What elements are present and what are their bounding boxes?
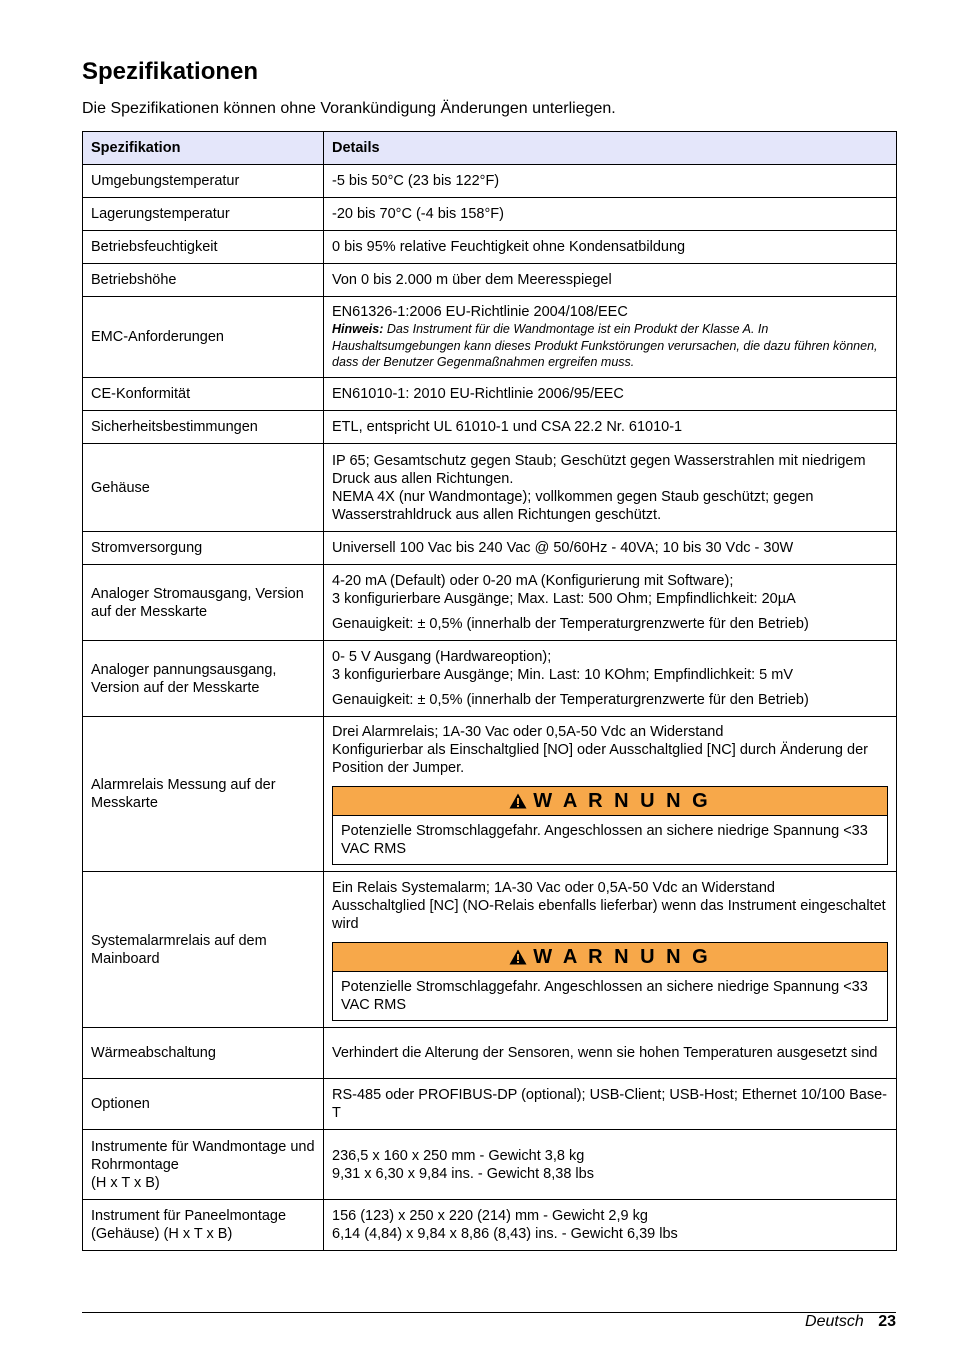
warning-triangle-icon xyxy=(509,793,527,809)
warning-text: Potenzielle Stromschlaggefahr. Angeschlossen an sichere niedrige Spannung <33 VAC RMS xyxy=(341,978,868,1013)
header-details: Details xyxy=(324,132,897,165)
details-line: Drei Alarmrelais; 1A-30 Vac oder 0,5A-50 Vdc an Widerstand xyxy=(332,724,724,740)
table-row xyxy=(83,717,897,872)
details-cell: 0 bis 95% relative Feuchtigkeit ohne Kondensatbildung xyxy=(324,231,897,264)
details-line: 6,14 (4,84) x 9,84 x 8,86 (8,43) ins. - Gewicht 6,39 lbs xyxy=(332,1226,678,1242)
table-row xyxy=(83,565,897,641)
warning-box xyxy=(332,786,888,865)
table-row xyxy=(83,1079,897,1130)
page-number: 23 xyxy=(878,1313,896,1330)
footer-divider xyxy=(82,1312,896,1313)
accuracy-line: Genauigkeit: ± 0,5% (innerhalb der Temperaturgrenzwerte für den Betrieb) xyxy=(332,692,809,708)
warning-title: W A R N U N G xyxy=(533,790,711,812)
details-cell: ETL, entspricht UL 61010-1 und CSA 22.2 Nr. 61010-1 xyxy=(324,411,897,444)
warning-box xyxy=(332,942,888,1021)
spec-cell: Umgebungstemperatur xyxy=(83,165,324,198)
warning-triangle-icon xyxy=(509,949,527,965)
table-row xyxy=(83,1028,897,1079)
warning-header xyxy=(333,943,887,972)
details-cell: -5 bis 50°C (23 bis 122°F) xyxy=(324,165,897,198)
details-cell xyxy=(324,297,897,378)
warning-text: Potenzielle Stromschlaggefahr. Angeschlossen an sichere niedrige Spannung <33 VAC RMS xyxy=(341,823,868,857)
table-row xyxy=(83,165,897,198)
details-line: 3 konfigurierbare Ausgänge; Max. Last: 500 Ohm; Empfindlichkeit: 20µA xyxy=(332,591,796,607)
details-cell xyxy=(324,717,897,872)
details-line: NEMA 4X (nur Wandmontage); vollkommen gegen Staub geschützt; gegen Wasserstrahldruck aus allen Richtungen geschützt. xyxy=(332,488,814,523)
details-cell: EN61010-1: 2010 EU-Richtlinie 2006/95/EEC xyxy=(324,378,897,411)
warning-header xyxy=(333,787,887,816)
details-cell: RS-485 oder PROFIBUS-DP (optional); USB-Client; USB-Host; Ethernet 10/100 Base-T xyxy=(324,1079,897,1130)
note-text xyxy=(332,321,888,371)
table-row xyxy=(83,532,897,565)
table-row xyxy=(83,1200,897,1251)
details-line: 0- 5 V Ausgang (Hardwareoption); xyxy=(332,649,552,665)
details-cell xyxy=(324,641,897,717)
table-row xyxy=(83,872,897,1028)
details-cell xyxy=(324,872,897,1028)
details-cell: Universell 100 Vac bis 240 Vac @ 50/60Hz - 40VA; 10 bis 30 Vdc - 30W xyxy=(324,532,897,565)
details-cell: Verhindert die Alterung der Sensoren, wenn sie hohen Temperaturen ausgesetzt sind xyxy=(324,1028,897,1079)
details-cell: Von 0 bis 2.000 m über dem Meeresspiegel xyxy=(324,264,897,297)
spec-line: (H x T x B) xyxy=(91,1174,160,1191)
table-row xyxy=(83,411,897,444)
note-body: Das Instrument für die Wandmontage ist ein Produkt der Klasse A. In Haushaltsumgebungen kann dieses Produkt Funkstörungen verursachen, die dazu führen können, dass der Benutzer Gegenmaßnahmen ergreifen muss. xyxy=(332,322,878,370)
details-line: Ein Relais Systemalarm; 1A-30 Vac oder 0,5A-50 Vdc an Widerstand xyxy=(332,879,775,896)
spec-cell: Stromversorgung xyxy=(83,532,324,565)
spec-cell: EMC-Anforderungen xyxy=(83,297,324,378)
details-cell xyxy=(324,1130,897,1200)
warning-title: W A R N U N G xyxy=(533,945,711,968)
table-row xyxy=(83,198,897,231)
table-row xyxy=(83,297,897,378)
details-line: EN61326-1:2006 EU-Richtlinie 2004/108/EEC xyxy=(332,304,628,321)
details-cell xyxy=(324,565,897,641)
footer-language: Deutsch xyxy=(805,1313,864,1330)
note-label: Hinweis: xyxy=(332,322,384,337)
details-cell: -20 bis 70°C (-4 bis 158°F) xyxy=(324,198,897,231)
spec-cell: CE-Konformität xyxy=(83,378,324,411)
spec-cell: Analoger pannungsausgang, Version auf der Messkarte xyxy=(83,641,324,717)
table-row xyxy=(83,641,897,717)
table-row xyxy=(83,264,897,297)
intro-text: Die Spezifikationen können ohne Vorankündigung Änderungen unterliegen. xyxy=(82,100,616,117)
details-line: 236,5 x 160 x 250 mm - Gewicht 3,8 kg xyxy=(332,1147,585,1164)
spec-cell: Betriebshöhe xyxy=(83,264,324,297)
spec-cell: Instrument für Paneelmontage (Gehäuse) (H x T x B) xyxy=(83,1200,324,1251)
table-header-row xyxy=(83,132,897,165)
spec-cell: Wärmeabschaltung xyxy=(83,1028,324,1079)
details-line: IP 65; Gesamtschutz gegen Staub; Geschützt gegen Wasserstrahlen mit niedrigem Druck aus allen Richtungen. xyxy=(332,452,866,487)
details-line: Ausschaltglied [NC] (NO-Relais ebenfalls lieferbar) wenn das Instrument eingeschaltet wird xyxy=(332,897,886,932)
table-row xyxy=(83,378,897,411)
details-line: 9,31 x 6,30 x 9,84 ins. - Gewicht 8,38 lbs xyxy=(332,1165,594,1182)
spec-cell: Lagerungstemperatur xyxy=(83,198,324,231)
spec-cell xyxy=(83,1130,324,1200)
details-cell xyxy=(324,1200,897,1251)
spec-cell: Betriebsfeuchtigkeit xyxy=(83,231,324,264)
header-spec: Spezifikation xyxy=(83,132,324,165)
spec-cell: Gehäuse xyxy=(83,444,324,532)
accuracy-line: Genauigkeit: ± 0,5% (innerhalb der Temperaturgrenzwerte für den Betrieb) xyxy=(332,616,809,632)
table-row xyxy=(83,1130,897,1200)
spec-cell: Systemalarmrelais auf dem Mainboard xyxy=(83,872,324,1028)
page-footer xyxy=(805,1311,896,1333)
table-row xyxy=(83,231,897,264)
spec-cell: Alarmrelais Messung auf der Messkarte xyxy=(83,717,324,872)
page-title: Spezifikationen xyxy=(82,58,259,85)
details-line: 4-20 mA (Default) oder 0-20 mA (Konfigurierung mit Software); xyxy=(332,573,734,589)
details-cell xyxy=(324,444,897,532)
details-line: 3 konfigurierbare Ausgänge; Min. Last: 10 KOhm; Empfindlichkeit: 5 mV xyxy=(332,667,794,683)
spec-cell: Optionen xyxy=(83,1079,324,1130)
spec-line: Instrumente für Wandmontage und Rohrmontage xyxy=(91,1138,315,1173)
spec-cell: Analoger Stromausgang, Version auf der Messkarte xyxy=(83,565,324,641)
details-line: 156 (123) x 250 x 220 (214) mm - Gewicht 2,9 kg xyxy=(332,1208,648,1224)
details-line: Konfigurierbar als Einschaltglied [NO] oder Ausschaltglied [NC] durch Änderung der Position der Jumper. xyxy=(332,742,868,776)
spec-table xyxy=(82,131,897,1251)
spec-cell: Sicherheitsbestimmungen xyxy=(83,411,324,444)
table-row xyxy=(83,444,897,532)
